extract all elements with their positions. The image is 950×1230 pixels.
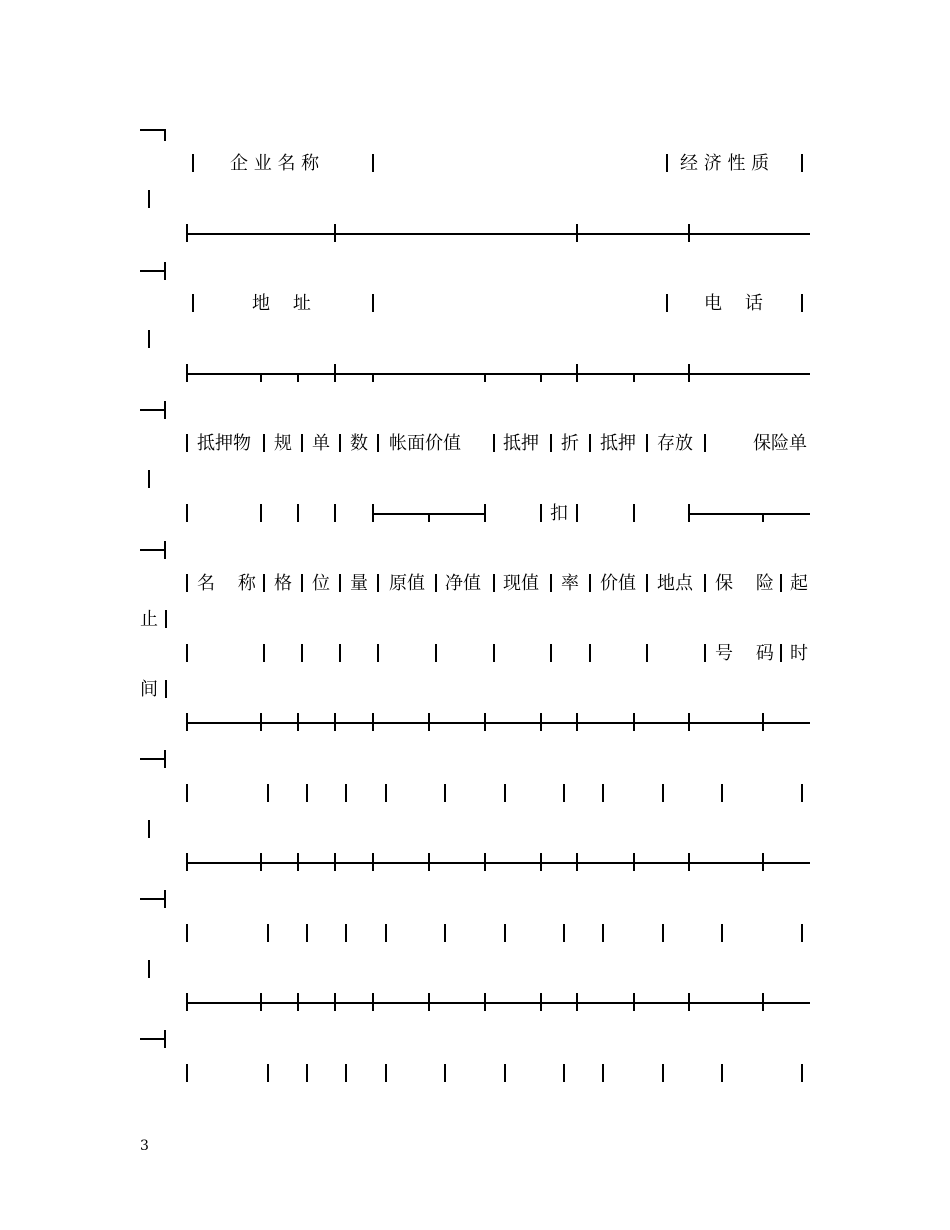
cell-border: [186, 1064, 188, 1082]
cell-border: [301, 574, 303, 592]
row-tick: [260, 373, 262, 382]
row-line: [186, 722, 810, 724]
cell-border: [263, 434, 265, 452]
enterprise-name-label: 企 业 名 称: [230, 153, 320, 174]
row-tick: [688, 713, 690, 731]
cell-border: [550, 434, 552, 452]
time-header: 时: [790, 643, 808, 664]
row-tick: [186, 993, 188, 1011]
cell-border: [186, 924, 188, 942]
corner-mark: [140, 758, 166, 760]
row-tick: [576, 364, 578, 382]
cell-border: [504, 924, 506, 942]
row-tick: [762, 993, 764, 1011]
cell-border: [801, 784, 803, 802]
row-tick: [540, 713, 542, 731]
row-tick: [297, 373, 299, 382]
cell-border: [345, 1064, 347, 1082]
row-tick: [633, 853, 635, 871]
mortgage-value-header: 抵押: [600, 433, 636, 454]
row-line: [186, 1002, 810, 1004]
cell-border: [666, 294, 668, 312]
cell-border: [540, 504, 542, 522]
page-number: 3: [140, 1138, 149, 1154]
row-tick: [334, 364, 336, 382]
cell-border: [345, 924, 347, 942]
cell-border: [563, 1064, 565, 1082]
discount-header-2: 扣: [550, 503, 568, 524]
corner-mark: [140, 541, 166, 559]
cell-border: [301, 644, 303, 662]
cell-border: [504, 784, 506, 802]
cell-border: [589, 434, 591, 452]
row-tick: [762, 853, 764, 871]
cell-border: [646, 434, 648, 452]
cell-border: [801, 1064, 803, 1082]
corner-mark: [164, 1030, 166, 1048]
cell-border: [186, 574, 188, 592]
cell-border: [493, 434, 495, 452]
rate-header: 率: [561, 573, 579, 594]
interval-header: 间: [140, 679, 158, 700]
row-tick: [633, 373, 635, 382]
row-tick: [428, 513, 430, 522]
cell-border: [780, 574, 782, 592]
book-value-header: 帐面价值: [389, 433, 461, 454]
cell-border: [435, 574, 437, 592]
cell-border: [444, 924, 446, 942]
cell-border: [372, 294, 374, 312]
cell-border: [385, 1064, 387, 1082]
row-tick: [688, 224, 690, 242]
cell-border: [602, 1064, 604, 1082]
cell-border: [267, 784, 269, 802]
cell-border: [260, 504, 262, 522]
row-tick: [334, 853, 336, 871]
row-tick: [540, 373, 542, 382]
cell-border: [646, 574, 648, 592]
row-tick: [484, 853, 486, 871]
cell-border: [493, 574, 495, 592]
cell-border: [721, 784, 723, 802]
address-label: 地 址: [252, 293, 311, 314]
row-line: [186, 373, 810, 375]
cell-border: [662, 1064, 664, 1082]
row-tick: [372, 993, 374, 1011]
cell-border: [263, 644, 265, 662]
row-tick: [372, 713, 374, 731]
cell-border: [385, 924, 387, 942]
row-tick: [484, 504, 486, 522]
cell-border: [339, 644, 341, 662]
row-tick: [484, 713, 486, 731]
cell-border: [662, 924, 664, 942]
cell-border: [192, 154, 194, 172]
row-tick: [688, 364, 690, 382]
cell-border: [297, 504, 299, 522]
corner-mark: [164, 890, 166, 908]
discount-header: 折: [561, 433, 579, 454]
cell-border: [192, 294, 194, 312]
row-tick: [688, 853, 690, 871]
row-tick: [428, 713, 430, 731]
insurance-no-header: 保 险: [715, 573, 774, 594]
cell-border: [186, 644, 188, 662]
cell-border: [646, 644, 648, 662]
cell-border: [267, 924, 269, 942]
cell-border: [780, 644, 782, 662]
corner-mark: [140, 898, 166, 900]
row-tick: [372, 504, 374, 522]
cell-border: [589, 574, 591, 592]
cell-border: [662, 784, 664, 802]
row-line: [186, 233, 810, 235]
place-header: 地点: [657, 573, 693, 594]
row-tick: [334, 993, 336, 1011]
mortgage-header: 抵押: [503, 433, 539, 454]
cell-border: [377, 644, 379, 662]
cell-border: [704, 434, 706, 452]
row-tick: [428, 993, 430, 1011]
corner-mark: [140, 129, 166, 141]
cell-border: [801, 294, 803, 312]
row-tick: [260, 853, 262, 871]
cell-border: [267, 1064, 269, 1082]
spec-header-2: 格: [274, 573, 292, 594]
row-tick: [762, 513, 764, 522]
row-tick: [540, 853, 542, 871]
row-tick: [762, 713, 764, 731]
row-tick: [186, 853, 188, 871]
economic-nature-label: 经 济 性 质: [680, 153, 770, 174]
row-line: [688, 513, 810, 515]
cell-border: [602, 784, 604, 802]
name-header: 名 称: [197, 573, 256, 594]
margin-bar: [148, 330, 150, 348]
unit-header: 单: [312, 433, 330, 454]
number-header: 号 码: [715, 643, 774, 664]
margin-bar: [148, 470, 150, 488]
cell-border: [306, 924, 308, 942]
row-tick: [297, 713, 299, 731]
row-tick: [297, 993, 299, 1011]
row-tick: [260, 713, 262, 731]
cell-border: [385, 784, 387, 802]
cell-border: [306, 1064, 308, 1082]
cell-border: [704, 574, 706, 592]
cell-border: [372, 154, 374, 172]
row-tick: [334, 224, 336, 242]
margin-bar: [148, 190, 150, 208]
stop-header: 止: [140, 609, 158, 630]
cell-border: [444, 784, 446, 802]
corner-mark: [140, 262, 166, 280]
cell-border: [602, 924, 604, 942]
collateral-header: 抵押物: [197, 433, 251, 454]
row-tick: [688, 504, 690, 522]
start-header: 起: [790, 573, 808, 594]
row-tick: [688, 993, 690, 1011]
cell-border: [435, 644, 437, 662]
cell-border: [493, 644, 495, 662]
row-tick: [260, 993, 262, 1011]
cell-border: [186, 784, 188, 802]
cell-border: [704, 644, 706, 662]
cell-border: [301, 434, 303, 452]
row-tick: [576, 853, 578, 871]
margin-bar: [148, 960, 150, 978]
row-tick: [633, 713, 635, 731]
cell-border: [165, 680, 167, 698]
row-tick: [186, 364, 188, 382]
cell-border: [550, 644, 552, 662]
cell-border: [504, 1064, 506, 1082]
corner-mark: [140, 1038, 166, 1040]
net-value-header: 净值: [445, 573, 481, 594]
cell-border: [721, 924, 723, 942]
cell-border: [306, 784, 308, 802]
cell-border: [377, 574, 379, 592]
cell-border: [563, 784, 565, 802]
row-line: [186, 862, 810, 864]
cell-border: [666, 154, 668, 172]
cell-border: [550, 574, 552, 592]
cell-border: [444, 1064, 446, 1082]
row-tick: [576, 224, 578, 242]
insurance-policy-header: 保险单: [753, 433, 807, 454]
phone-label: 电 话: [704, 293, 763, 314]
cell-border: [339, 434, 341, 452]
cell-border: [633, 504, 635, 522]
row-tick: [297, 853, 299, 871]
cell-border: [186, 504, 188, 522]
corner-mark: [140, 401, 166, 419]
row-tick: [334, 713, 336, 731]
value-header: 价值: [600, 573, 636, 594]
cell-border: [801, 924, 803, 942]
cell-border: [345, 784, 347, 802]
row-tick: [372, 853, 374, 871]
original-value-header: 原值: [389, 573, 425, 594]
cell-border: [165, 610, 167, 628]
row-tick: [576, 993, 578, 1011]
cell-border: [801, 154, 803, 172]
qty-header-2: 量: [350, 573, 368, 594]
cell-border: [563, 924, 565, 942]
row-tick: [428, 853, 430, 871]
row-tick: [633, 993, 635, 1011]
row-tick: [540, 993, 542, 1011]
cell-border: [589, 644, 591, 662]
margin-bar: [148, 820, 150, 838]
corner-mark: [164, 750, 166, 768]
cell-border: [339, 574, 341, 592]
row-tick: [186, 713, 188, 731]
present-value-header: 现值: [503, 573, 539, 594]
storage-header: 存放: [657, 433, 693, 454]
unit-header-2: 位: [312, 573, 330, 594]
cell-border: [576, 504, 578, 522]
cell-border: [263, 574, 265, 592]
spec-header: 规: [274, 433, 292, 454]
qty-header: 数: [350, 433, 368, 454]
cell-border: [334, 504, 336, 522]
row-tick: [372, 373, 374, 382]
row-tick: [484, 373, 486, 382]
cell-border: [186, 434, 188, 452]
cell-border: [721, 1064, 723, 1082]
cell-border: [377, 434, 379, 452]
row-tick: [484, 993, 486, 1011]
row-tick: [576, 713, 578, 731]
row-tick: [186, 224, 188, 242]
